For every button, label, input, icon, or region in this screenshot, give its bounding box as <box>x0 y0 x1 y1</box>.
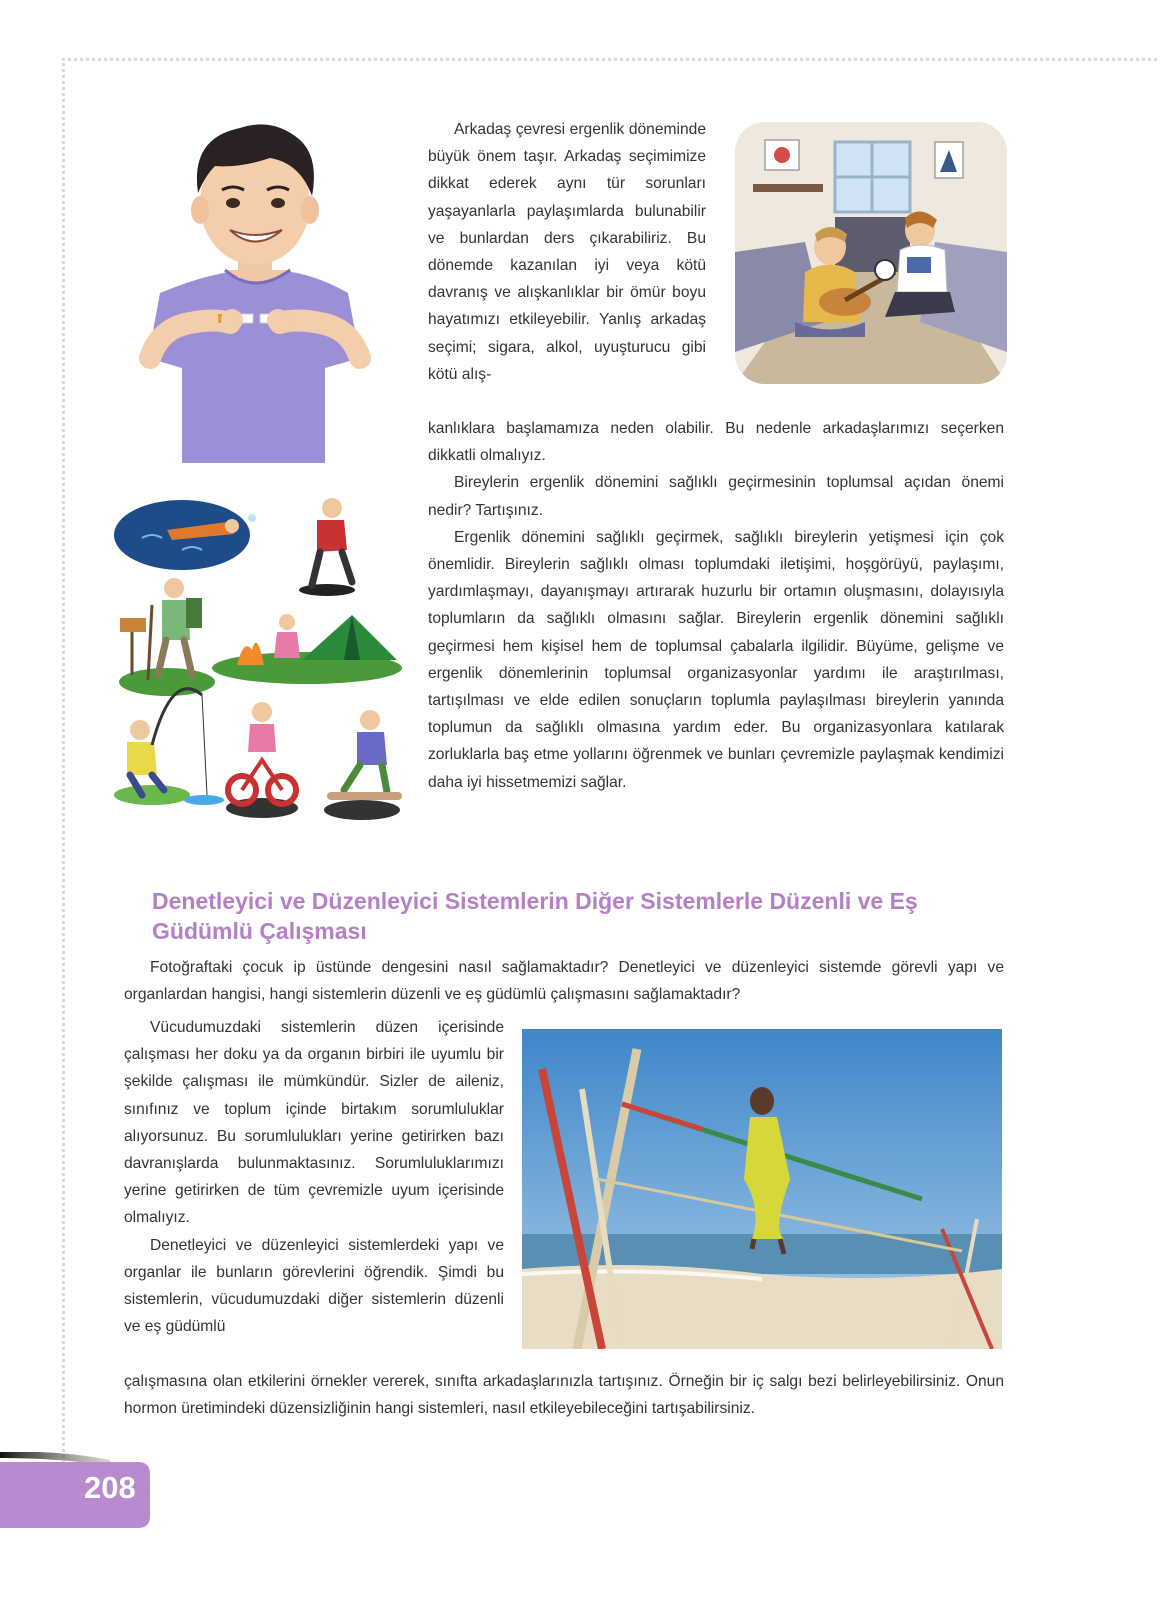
paragraph-regulatory-continued <box>124 1368 1004 1422</box>
paragraph-healthy-adolescence-text: Ergenlik dönemini sağlıklı geçirmek, sağlıklı bireylerin yetişmesi için çok önemlidir. Bireylerin sağlıklı olması toplumdaki iletişimi, hoşgörüyü, paylaşımı, yardımlaşmayı, dayanışmayı artırarak huzurlu bir ortamın oluşmasını, dolayısıyla toplumların da sağlıklı olmasını sağlar. Bireylerin ergenlik dönemini sağlıklı geçirmesi hem kişisel hem de toplumsal çabalarla ilgilidir. Büyüme, gelişme ve ergenlik dönemlerinin toplumsal organizasyonlar yardımı ile araştırılması, tartışılması ve elde edilen sonuçların toplumla paylaşılması bireylerin yanında toplumun da sağlıklı olmasına yardım eder. Bu organizasyonlara katılarak zorluklarla baş etme yollarını öğrenmek ve bunları çevremizle paylaşmak kendimizi daha iyi hissetmemizi sağlar. <box>428 528 1004 791</box>
paragraph-regulatory-text: Denetleyici ve düzenleyici sistemlerdeki yapı ve organlar ile bunların görevlerini öğrendik. Şimdi bu sistemlerin, vücudumuzdaki diğer sistemlerin düzenli ve eş güdümlü <box>124 1236 504 1336</box>
section-heading: Denetleyici ve Düzenleyici Sistemlerin Diğer Sistemlerle Düzenli ve Eş Güdümlü Çalışması <box>152 888 918 944</box>
paragraph-friends-continued-text: kanlıklara başlamamıza neden olabilir. Bu nedenle arkadaşlarımızı seçerken dikkatli olmalıyız. <box>428 420 1004 465</box>
friends-in-room-illustration <box>735 122 1007 384</box>
tightrope-walker-photo <box>522 1029 1002 1349</box>
paragraph-question-text: Bireylerin ergenlik dönemini sağlıklı geçirmesinin toplumsal açıdan önemi nedir? Tartışınız. <box>428 474 1004 519</box>
paragraph-regulatory-continued-text: çalışmasına olan etkilerini örnekler vererek, sınıfta arkadaşlarınızla tartışınız. Örneğin bir iç salgı bezi belirleyebilirsiniz. Onun hormon üretimindeki düzensizliğinin hangi sistemleri, nasıl etkileyebileceğini tartışabilirsiniz. <box>124 1373 1004 1418</box>
paragraph-friends-continued <box>428 415 1004 796</box>
dotted-frame-left <box>62 58 65 1488</box>
paragraph-friends-wrap <box>428 116 706 388</box>
paragraph-friends-text: Arkadaş çevresi ergenlik döneminde büyük önem taşır. Arkadaş seçimimize dikkat ederek aynı tür sorunları yaşayanlarla paylaşımlarda bulunabilir ve bunlardan ders çıkarabiliriz. Bu dönemde kazanılan iyi veya kötü davranış ve alışkanlıklar bir ömür boyu hayatımızı etkileyebilir. Yanlış arkadaş seçimi; sigara, alkol, uyuşturucu gibi kötü alış- <box>428 121 706 383</box>
paragraph-body-systems-text: Vücudumuzdaki sistemlerin düzen içerisinde çalışması her doku ya da organın birbiri ile uyumlu bir şekilde çalışması ile mümkündür. Sizler de aileniz, sınıfınız ve toplum içinde birtakım sorumluluklar alıyorsunuz. Bu sorumlulukları yerine getirirken bazı davranışlarda bulunmaktasınız. Sorumluluklarımızı yerine getirirken de tüm çevremizle uyum içerisinde olmalıyız. <box>124 1019 504 1227</box>
dotted-frame-top <box>62 58 1157 61</box>
page-number: 208 <box>84 1470 136 1505</box>
boy-breaking-cigarette-illustration <box>120 118 390 468</box>
paragraph-systems-wrap <box>124 1014 504 1340</box>
paragraph-photo-question <box>124 954 1004 1008</box>
paragraph-photo-question-text: Fotoğraftaki çocuk ip üstünde dengesini nasıl sağlamaktadır? Denetleyici ve düzenleyici sistemde görevli yapı ve organlardan hangisi, hangi sistemlerin düzenli ve eş güdümlü çalışmasını sağlamaktadır? <box>124 959 1004 1004</box>
hobbies-activities-illustration <box>112 490 407 830</box>
